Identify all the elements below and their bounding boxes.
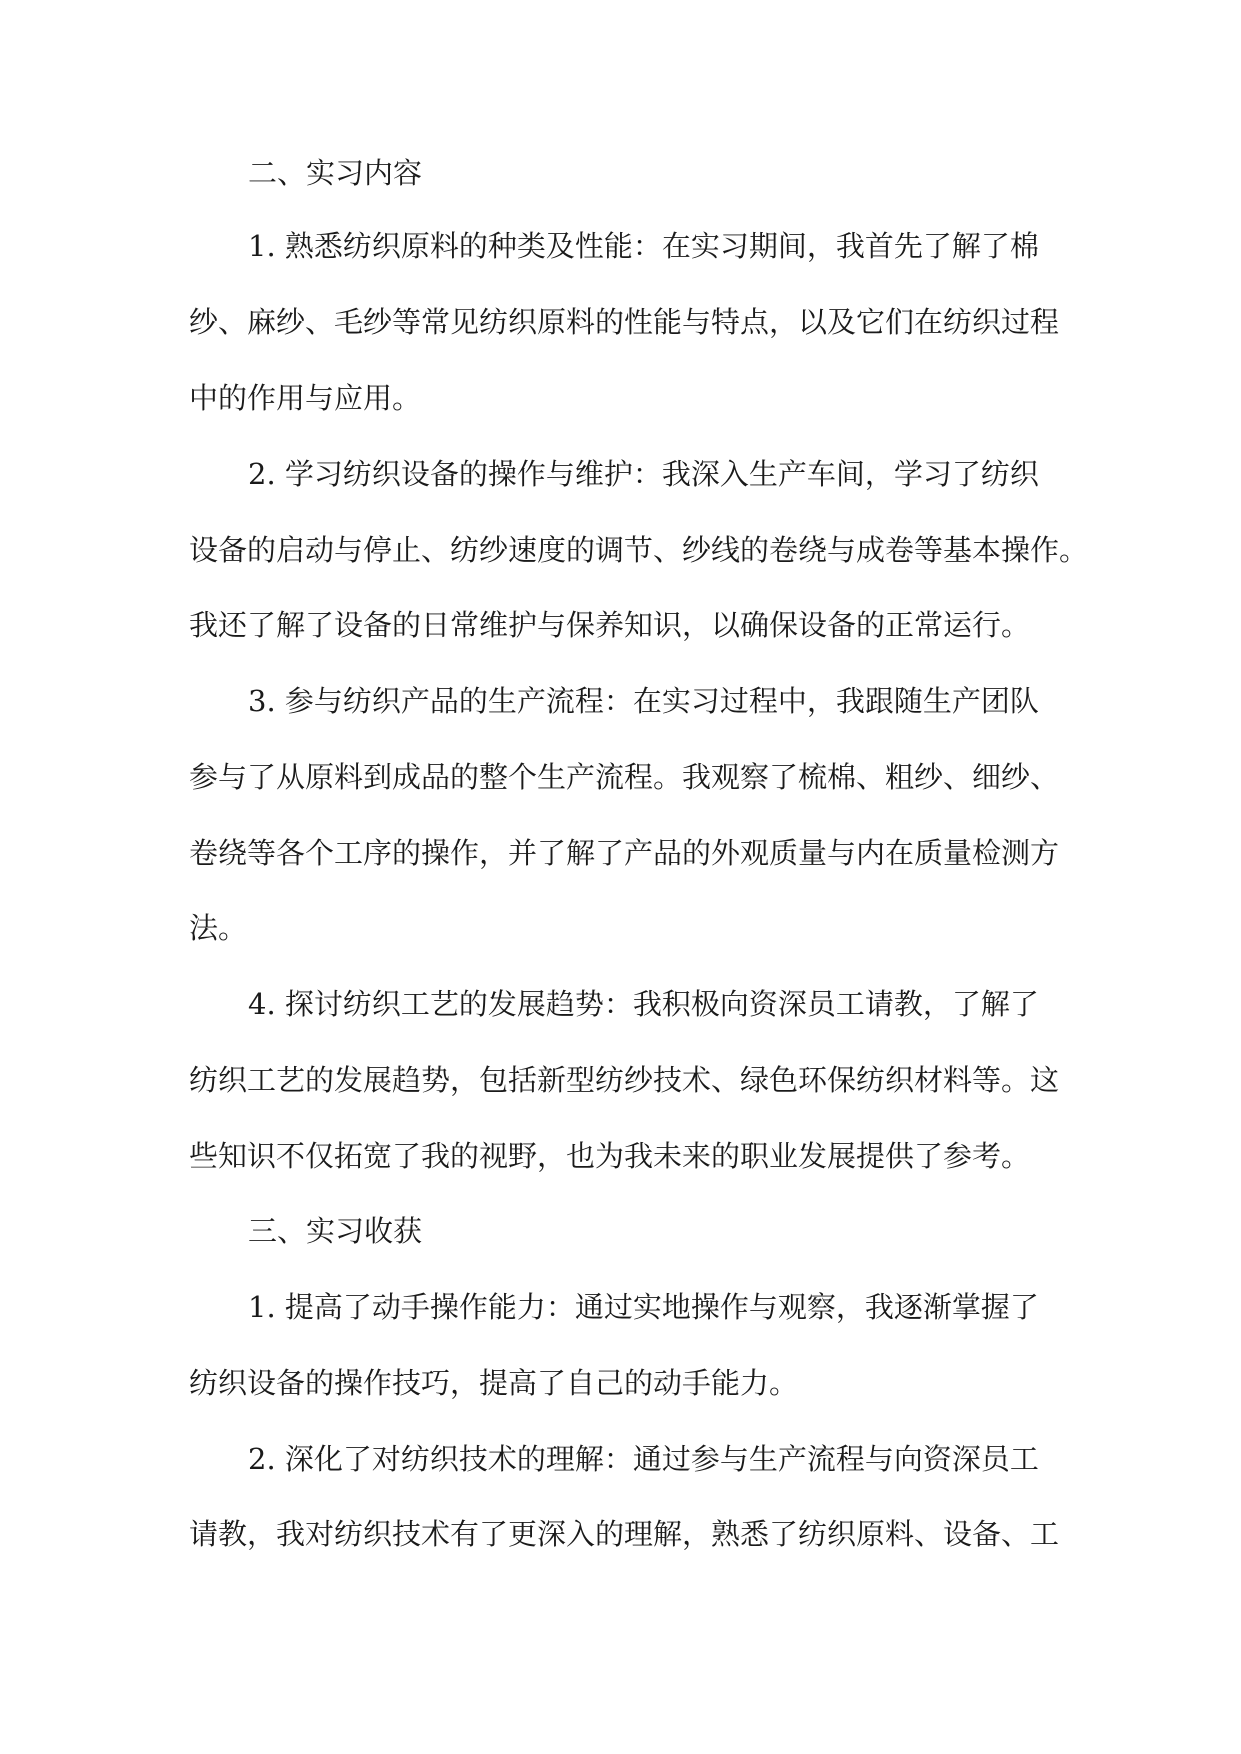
paragraph-line: 中的作用与应用。: [189, 381, 422, 415]
paragraph-line: 纺织工艺的发展趋势，包括新型纺纱技术、绿色环保纺织材料等。这: [189, 1063, 1060, 1097]
paragraph-line: 2. 学习纺织设备的操作与维护：我深入生产车间，学习了纺织: [248, 457, 1039, 491]
paragraph-line: 法。: [189, 911, 248, 945]
paragraph-line: 参与了从原料到成品的整个生产流程。我观察了梳棉、粗纱、细纱、: [189, 760, 1060, 794]
paragraph-line: 纺织设备的操作技巧，提高了自己的动手能力。: [189, 1366, 799, 1400]
section-heading-internship-gains: 三、实习收获: [248, 1214, 423, 1248]
paragraph-line: 1. 提高了动手操作能力：通过实地操作与观察，我逐渐掌握了: [248, 1290, 1039, 1324]
paragraph-line: 设备的启动与停止、纺纱速度的调节、纱线的卷绕与成卷等基本操作。: [189, 533, 1089, 567]
paragraph-line: 3. 参与纺织产品的生产流程：在实习过程中，我跟随生产团队: [248, 684, 1039, 718]
paragraph-line: 卷绕等各个工序的操作，并了解了产品的外观质量与内在质量检测方: [189, 836, 1060, 870]
paragraph-line: 纱、麻纱、毛纱等常见纺织原料的性能与特点，以及它们在纺织过程: [189, 305, 1060, 339]
section-heading-internship-content: 二、实习内容: [248, 156, 423, 190]
paragraph-line: 我还了解了设备的日常维护与保养知识，以确保设备的正常运行。: [189, 608, 1031, 642]
paragraph-line: 2. 深化了对纺织技术的理解：通过参与生产流程与向资深员工: [248, 1442, 1039, 1476]
paragraph-line: 些知识不仅拓宽了我的视野，也为我未来的职业发展提供了参考。: [189, 1139, 1031, 1173]
paragraph-line: 4. 探讨纺织工艺的发展趋势：我积极向资深员工请教，了解了: [248, 987, 1039, 1021]
paragraph-line: 1. 熟悉纺织原料的种类及性能：在实习期间，我首先了解了棉: [248, 229, 1039, 263]
paragraph-line: 请教，我对纺织技术有了更深入的理解，熟悉了纺织原料、设备、工: [189, 1517, 1060, 1551]
